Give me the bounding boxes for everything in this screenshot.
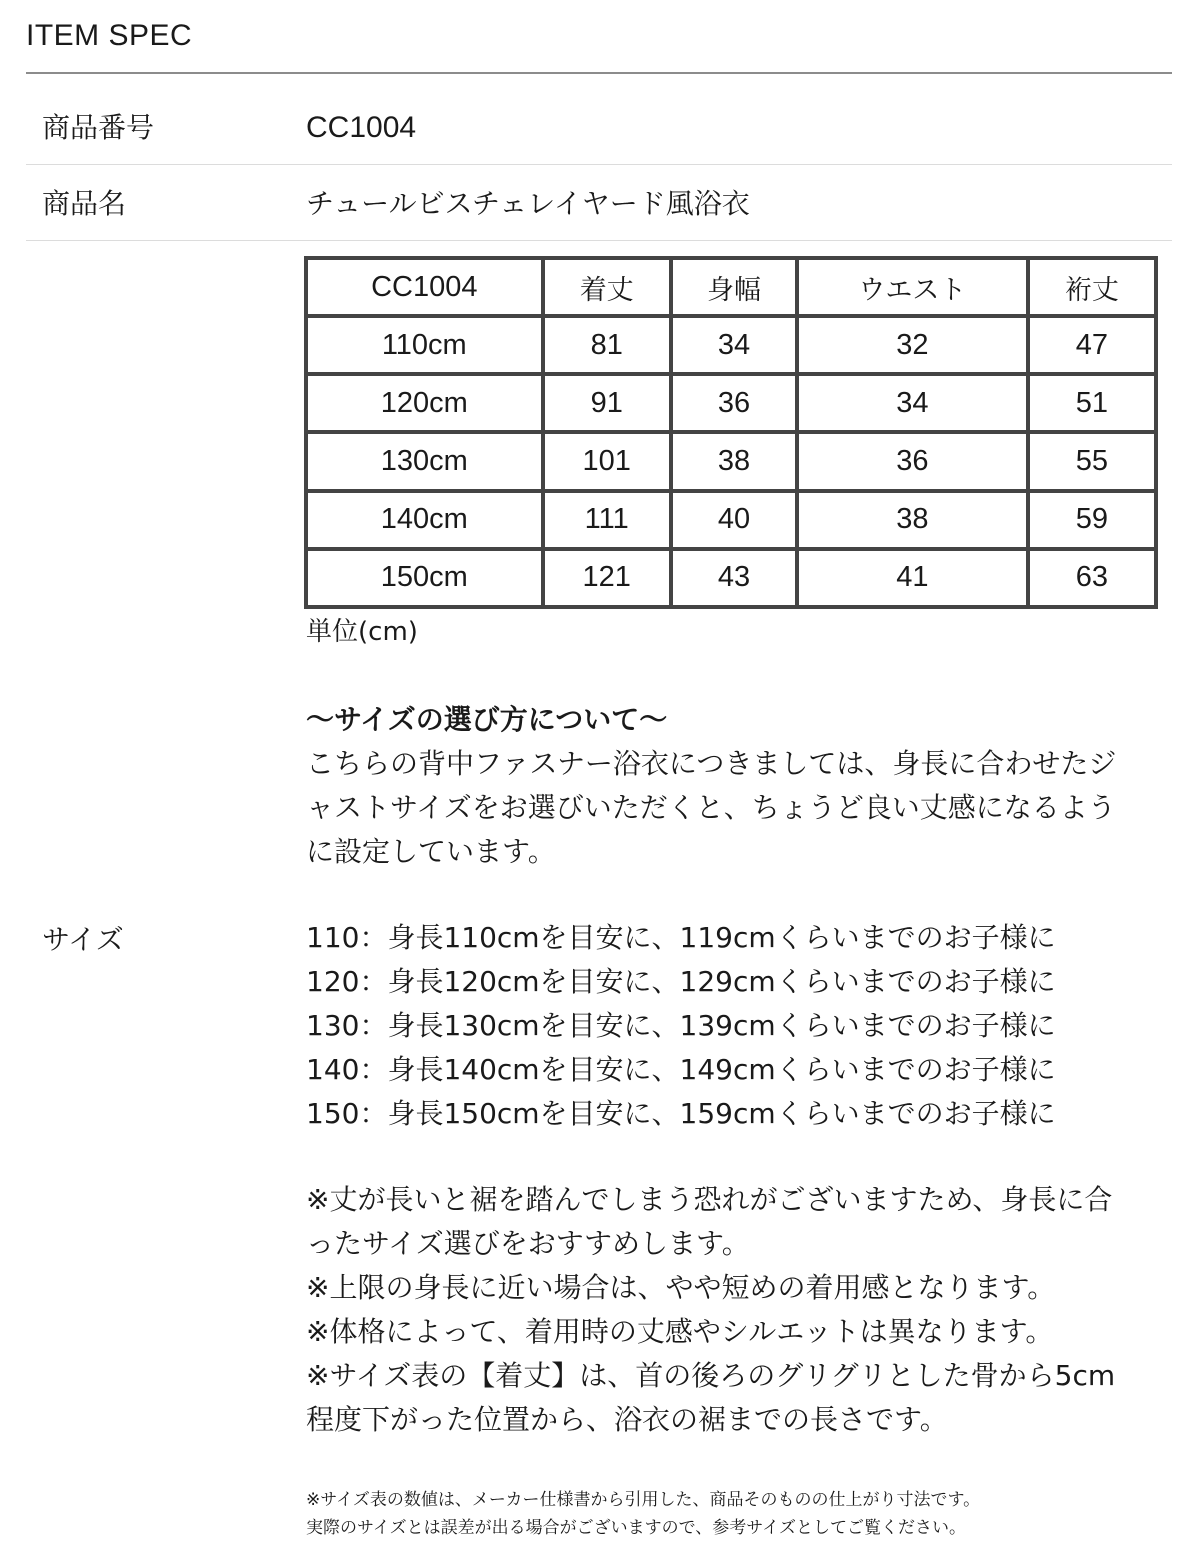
size-table-cell: 38 (671, 432, 797, 490)
guide-text-line: ャストサイズをお選びいただくと、ちょうど良い丈感になるよう (306, 791, 1116, 824)
size-table-cell: 41 (797, 549, 1028, 607)
product-number-value: CC1004 (306, 111, 417, 144)
size-guide-line: 120：身長120cmを目安に、129cmくらいまでのお子様に (306, 965, 1056, 998)
row-divider (26, 164, 1172, 165)
size-table-cell: 38 (797, 491, 1028, 549)
size-table-cell: 32 (797, 316, 1028, 374)
guide-heading: 〜サイズの選び方について〜 (306, 703, 668, 736)
size-table-header-cell: 着丈 (543, 258, 671, 316)
size-table-cell: 63 (1028, 549, 1156, 607)
size-table-cell: 34 (671, 316, 797, 374)
size-table-row (306, 316, 1156, 374)
size-table-cell: 130cm (306, 432, 543, 490)
size-label: サイズ (42, 923, 124, 956)
note-line: ※丈が長いと裾を踏んでしまう恐れがございますため、身長に合 (306, 1183, 1113, 1216)
unit-note: 単位(cm) (306, 617, 418, 647)
product-name-label: 商品名 (42, 187, 127, 220)
size-table-header-cell: ウエスト (797, 258, 1028, 316)
size-table-cell: 150cm (306, 549, 543, 607)
size-table-header-cell: CC1004 (306, 258, 543, 316)
size-table-cell: 43 (671, 549, 797, 607)
size-table-cell: 59 (1028, 491, 1156, 549)
section-title: ITEM SPEC (26, 19, 193, 52)
footnote-line: 実際のサイズとは誤差が出る場合がございますので、参考サイズとしてご覧ください。 (306, 1518, 966, 1538)
size-table-cell: 55 (1028, 432, 1156, 490)
size-table-row (306, 374, 1156, 432)
note-line: ※体格によって、着用時の丈感やシルエットは異なります。 (306, 1315, 1054, 1348)
title-divider (26, 72, 1172, 74)
size-guide-line: 150：身長150cmを目安に、159cmくらいまでのお子様に (306, 1097, 1056, 1130)
size-table-row (306, 491, 1156, 549)
product-number-label: 商品番号 (42, 111, 155, 144)
size-guide-line: 110：身長110cmを目安に、119cmくらいまでのお子様に (306, 921, 1056, 954)
product-name-value: チュールビスチェレイヤード風浴衣 (306, 187, 750, 220)
note-line: ※上限の身長に近い場合は、やや短めの着用感となります。 (306, 1271, 1056, 1304)
size-table-header-row (306, 258, 1156, 316)
size-table-cell: 110cm (306, 316, 543, 374)
note-line: 程度下がった位置から、浴衣の裾までの長さです。 (306, 1403, 948, 1436)
size-table-cell: 121 (543, 549, 671, 607)
size-table-row (306, 549, 1156, 607)
size-table-cell: 40 (671, 491, 797, 549)
size-table-header-cell: 裄丈 (1028, 258, 1156, 316)
size-table-cell: 140cm (306, 491, 543, 549)
size-table-cell: 51 (1028, 374, 1156, 432)
size-table (304, 256, 1158, 609)
size-table-cell: 120cm (306, 374, 543, 432)
size-guide-line: 140：身長140cmを目安に、149cmくらいまでのお子様に (306, 1053, 1056, 1086)
size-table-cell: 36 (671, 374, 797, 432)
size-selection-guide (306, 698, 1176, 874)
size-table-cell: 111 (543, 491, 671, 549)
size-table-cell: 47 (1028, 316, 1156, 374)
guide-text-line: に設定しています。 (306, 835, 556, 868)
size-table-cell: 91 (543, 374, 671, 432)
size-table-row (306, 432, 1156, 490)
size-table-cell: 34 (797, 374, 1028, 432)
footnote (306, 1486, 1176, 1542)
row-divider (26, 240, 1172, 241)
guide-text-line: こちらの背中ファスナー浴衣につきましては、身長に合わせたジ (306, 747, 1117, 780)
size-guide-list (306, 916, 1176, 1136)
notes-list (306, 1178, 1176, 1442)
size-table-cell: 36 (797, 432, 1028, 490)
note-line: ったサイズ選びをおすすめします。 (306, 1227, 750, 1260)
size-table-cell: 101 (543, 432, 671, 490)
footnote-line: ※サイズ表の数値は、メーカー仕様書から引用した、商品そのものの仕上がり寸法です。 (306, 1490, 981, 1510)
size-guide-line: 130：身長130cmを目安に、139cmくらいまでのお子様に (306, 1009, 1056, 1042)
size-table-header-cell: 身幅 (671, 258, 797, 316)
note-line: ※サイズ表の【着丈】は、首の後ろのグリグリとした骨から5cm (306, 1359, 1116, 1392)
size-table-cell: 81 (543, 316, 671, 374)
